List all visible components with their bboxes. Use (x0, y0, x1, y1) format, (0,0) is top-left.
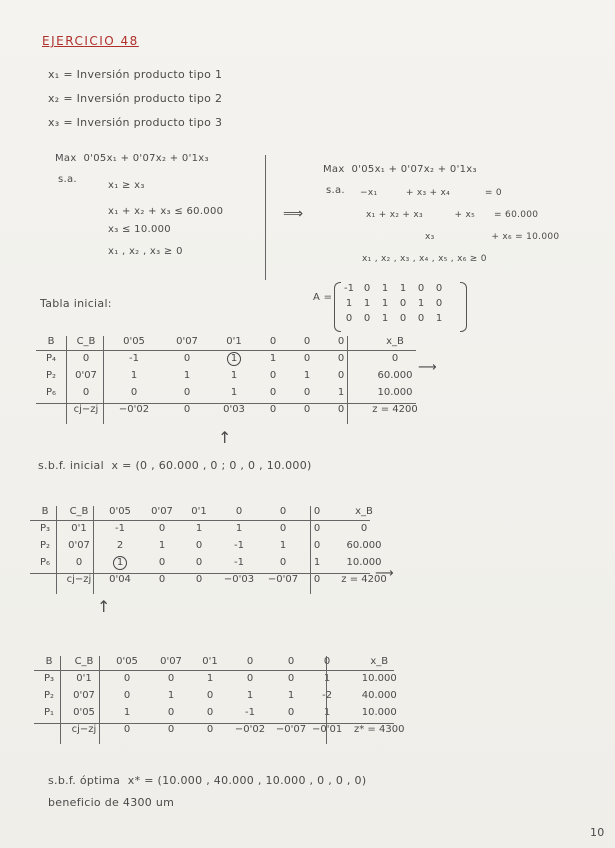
table-divider (66, 336, 67, 424)
table-cell: 1 (206, 673, 214, 684)
table-cell: 0'04 (109, 574, 131, 585)
table-header-cell: 0 (269, 336, 277, 347)
matrix-label: A = (313, 292, 333, 303)
table-row (36, 384, 432, 401)
table-header-cell: B (47, 336, 55, 347)
table-cell: z = 4200 (372, 404, 418, 415)
table-header-cell: 0 (279, 506, 287, 517)
matrix-row (340, 281, 448, 296)
matrix-cell: 0 (435, 298, 443, 309)
table-header (30, 503, 398, 520)
table-cell: 0 (303, 353, 311, 364)
right-constraint-1: −x₁ + x₃ + x₄ = 0 (360, 188, 502, 198)
table-cell: 0 (269, 387, 277, 398)
table-cell: 0 (82, 387, 90, 398)
table-cell: 0 (183, 404, 191, 415)
table-cell: −0'07 (267, 574, 299, 585)
table-header-cell: C_B (76, 336, 96, 347)
table-header-cell: 0 (337, 336, 345, 347)
table-cell: 0 (287, 673, 295, 684)
left-constraint-3: x₃ ≤ 10.000 (108, 224, 171, 235)
table-header (36, 333, 432, 350)
sbf-initial: s.b.f. inicial x = (0 , 60.000 , 0 ; 0 , 0 , 10.000) (38, 459, 312, 472)
table-cell: P₂ (45, 370, 57, 381)
leaving-arrow: ⟶ (375, 566, 394, 581)
left-objective: Max 0'05x₁ + 0'07x₂ + 0'1x₃ (55, 153, 209, 164)
table-row (36, 350, 432, 367)
table-row (34, 704, 414, 721)
table-header-cell: 0 (235, 506, 243, 517)
table-cell: −0'02 (234, 724, 266, 735)
table-cell: P₂ (39, 540, 51, 551)
matrix-cell: 0 (345, 313, 353, 324)
table-header-cell: 0'07 (176, 336, 198, 347)
table-cell: 1 (230, 387, 238, 398)
table-divider (347, 336, 348, 424)
matrix-cell: 1 (363, 298, 371, 309)
table-cell: -1 (129, 353, 139, 364)
table-cell: 0'05 (73, 707, 95, 718)
table-cell: 0 (158, 523, 166, 534)
table-row (30, 554, 398, 571)
table-cell: 0 (279, 523, 287, 534)
entering-arrow: ↑ (218, 428, 232, 447)
table-cell: 0 (206, 724, 214, 735)
table-cell: 0 (287, 707, 295, 718)
table-cell: z = 4200 (341, 574, 387, 585)
matrix-cell: 0 (417, 283, 425, 294)
table-cell: 0 (167, 724, 175, 735)
table-cell: 0 (246, 673, 254, 684)
table-cell: 0 (303, 404, 311, 415)
table-header-cell: 0 (287, 656, 295, 667)
table-cell: −0'01 (312, 724, 343, 735)
table-header-cell: 0'1 (226, 336, 242, 347)
table-header-cell: x_B (370, 656, 389, 667)
table-header-cell: C_B (69, 506, 89, 517)
table-header-cell: 0'05 (123, 336, 145, 347)
table-cell: 0 (206, 707, 214, 718)
matrix-cell: 1 (417, 298, 425, 309)
table-cell: P₂ (43, 690, 55, 701)
table-header-cell: x_B (386, 336, 404, 347)
table-header-cell: 0'07 (160, 656, 182, 667)
table-row (30, 537, 398, 554)
table-divider (36, 350, 416, 351)
table-cell: 0 (360, 523, 368, 534)
matrix-cell: 1 (435, 313, 443, 324)
table-cell: P₄ (45, 353, 57, 364)
table-cell: 0 (167, 673, 175, 684)
table-cell: 0'1 (71, 523, 87, 534)
table-header-cell: 0 (303, 336, 311, 347)
table-cell: P₃ (43, 673, 55, 684)
sbf-optimal: s.b.f. óptima x* = (10.000 , 40.000 , 10.000 , 0 , 0 , 0) (48, 774, 367, 787)
table-cell: 1 (235, 523, 243, 534)
table-header-cell: 0'05 (109, 506, 131, 517)
table-cell: P₆ (45, 387, 57, 398)
matrix-cell: 0 (363, 313, 371, 324)
table-cell: 0 (391, 353, 399, 364)
table-cell: 0'1 (76, 673, 92, 684)
table-cell: z* = 4300 (354, 724, 405, 735)
table-cell: 0 (183, 353, 191, 364)
table-row (34, 687, 414, 704)
table-cell: 1 (337, 387, 345, 398)
matrix-cell: 0 (363, 283, 371, 294)
table-cell: 1 (323, 707, 331, 718)
matrix-row (340, 311, 448, 326)
left-sa: s.a. (58, 174, 77, 185)
table-header-cell: 0 (323, 656, 331, 667)
simplex-table-iter1 (30, 503, 398, 588)
table-cell: 1 (313, 557, 321, 568)
pivot-circle: 1 (227, 352, 241, 366)
table-header-cell: B (41, 506, 49, 517)
table-cell: 2 (116, 540, 124, 551)
table-cell: 0 (130, 387, 138, 398)
table-cell: P₆ (39, 557, 51, 568)
table-cell: 1 (167, 690, 175, 701)
table-cell: 1 (123, 707, 131, 718)
table-cell: 0 (337, 370, 345, 381)
table-row (36, 367, 432, 384)
table-divider (30, 573, 370, 574)
table-cell: 60.000 (377, 370, 413, 381)
left-constraint-4: x₁ , x₂ , x₃ ≥ 0 (108, 246, 183, 257)
var-def-2: x₂ = Inversión producto tipo 2 (48, 92, 223, 105)
pivot-circle: 1 (113, 556, 127, 570)
table-cell: 1 (303, 370, 311, 381)
pivot-cell (98, 554, 142, 571)
table-cell: 0'07 (68, 540, 90, 551)
var-def-1: x₁ = Inversión producto tipo 1 (48, 68, 223, 81)
table-divider (56, 506, 57, 594)
tabla-inicial-label: Tabla inicial: (40, 297, 112, 310)
table-header-cell: B (45, 656, 53, 667)
table-header (34, 653, 414, 670)
table-row (34, 670, 414, 687)
table-cell: 0 (75, 557, 83, 568)
table-cell: cj−zj (71, 724, 97, 735)
table-header-cell: 0 (313, 506, 321, 517)
table-cell: -1 (245, 707, 255, 718)
table-cell: cj−zj (73, 404, 99, 415)
table-cell: 0 (167, 707, 175, 718)
right-objective: Max 0'05x₁ + 0'07x₂ + 0'1x₃ (323, 164, 477, 175)
model-bracket (265, 155, 266, 280)
var-def-3: x₃ = Inversión producto tipo 3 (48, 116, 223, 129)
matrix-cell: 1 (345, 298, 353, 309)
right-constraint-2: x₁ + x₂ + x₃ + x₅ = 60.000 (366, 210, 539, 220)
simplex-table-optimal (34, 653, 414, 738)
table-divider (99, 656, 100, 744)
table-header-cell: C_B (74, 656, 94, 667)
matrix-cell: 0 (399, 298, 407, 309)
table-cell: 0 (195, 557, 203, 568)
table-cell: 0 (313, 523, 321, 534)
table-cell: 0 (123, 724, 131, 735)
left-constraint-1: x₁ ≥ x₃ (108, 180, 145, 191)
table-header-cell: 0'05 (116, 656, 138, 667)
table-cell: 1 (323, 673, 331, 684)
table-cell: 60.000 (346, 540, 382, 551)
table-cell: 0 (123, 673, 131, 684)
matrix-cell: 1 (381, 283, 389, 294)
matrix-row (340, 296, 448, 311)
table-cell: 0'03 (223, 404, 245, 415)
table-cell: 0 (313, 540, 321, 551)
table-divider (34, 723, 394, 724)
table-cell: -1 (115, 523, 125, 534)
table-cell: 40.000 (361, 690, 397, 701)
table-cell: 0 (206, 690, 214, 701)
table-header-cell: 0'1 (191, 506, 207, 517)
table-cell: 0 (123, 690, 131, 701)
table-cell: 1 (130, 370, 138, 381)
matrix-right-paren (460, 282, 467, 332)
table-cell: 10.000 (346, 557, 382, 568)
table-cell: −0'07 (275, 724, 307, 735)
table-cell: P₁ (43, 707, 55, 718)
table-cell: 1 (158, 540, 166, 551)
table-cell: 0 (337, 353, 345, 364)
matrix-cell: -1 (344, 283, 354, 294)
matrix-cell: 1 (381, 298, 389, 309)
table-divider (60, 656, 61, 744)
table-header-cell: 0'1 (202, 656, 218, 667)
matrix-cell: 0 (399, 313, 407, 324)
table-cell: cj−zj (66, 574, 92, 585)
pivot-cell (212, 350, 256, 367)
beneficio: beneficio de 4300 um (48, 796, 175, 809)
matrix-cell: 1 (381, 313, 389, 324)
table-cell: -1 (234, 557, 244, 568)
table-cell: 1 (195, 523, 203, 534)
table-header-cell: 0 (246, 656, 254, 667)
table-cell: 0 (337, 404, 345, 415)
exercise-title: EJERCICIO 48 (42, 34, 139, 48)
page-number: 10 (590, 826, 605, 839)
table-cell: 0 (195, 574, 203, 585)
left-constraint-2: x₁ + x₂ + x₃ ≤ 60.000 (108, 206, 224, 217)
table-header-cell: x_B (355, 506, 373, 517)
table-divider (103, 336, 104, 424)
table-cell: 1 (230, 370, 238, 381)
matrix-cell: 0 (417, 313, 425, 324)
implies-arrow: ⟹ (283, 206, 304, 222)
table-cell: 10.000 (361, 673, 397, 684)
table-cell: 0'07 (73, 690, 95, 701)
table-divider (36, 403, 416, 404)
table-cell: 0'07 (75, 370, 97, 381)
table-cell: 0 (82, 353, 90, 364)
right-constraint-3: x₃ + x₆ = 10.000 (425, 232, 560, 242)
table-cell: 1 (183, 370, 191, 381)
table-cell: 0 (195, 540, 203, 551)
table-cell: 10.000 (361, 707, 397, 718)
table-cell: 0 (158, 557, 166, 568)
table-cell: -1 (234, 540, 244, 551)
table-cell: −0'03 (223, 574, 255, 585)
table-cell: 1 (269, 353, 277, 364)
matrix-a (340, 281, 448, 326)
table-cell: 0 (158, 574, 166, 585)
table-cell: 0 (183, 387, 191, 398)
right-sa: s.a. (326, 185, 345, 196)
table-divider (326, 656, 327, 744)
entering-arrow: ↑ (97, 597, 111, 616)
table-cell: -2 (322, 690, 333, 701)
table-divider (30, 520, 370, 521)
table-cell: 1 (246, 690, 254, 701)
table-row (30, 520, 398, 537)
table-cell: 0 (269, 370, 277, 381)
table-cell: P₃ (39, 523, 51, 534)
matrix-cell: 0 (435, 283, 443, 294)
table-header-cell: 0'07 (151, 506, 173, 517)
table-cell: 1 (279, 540, 287, 551)
table-cell: −0'02 (118, 404, 150, 415)
table-cell: 0 (303, 387, 311, 398)
simplex-table-initial (36, 333, 432, 418)
table-divider (310, 506, 311, 594)
table-cell: 1 (287, 690, 295, 701)
leaving-arrow: ⟶ (418, 360, 437, 375)
right-constraint-4: x₁ , x₂ , x₃ , x₄ , x₅ , x₆ ≥ 0 (362, 254, 487, 264)
table-cell: 0 (269, 404, 277, 415)
table-cell: 0 (313, 574, 321, 585)
matrix-cell: 1 (399, 283, 407, 294)
table-cell: 0 (279, 557, 287, 568)
table-divider (93, 506, 94, 594)
table-divider (34, 670, 394, 671)
table-cell: 10.000 (377, 387, 413, 398)
